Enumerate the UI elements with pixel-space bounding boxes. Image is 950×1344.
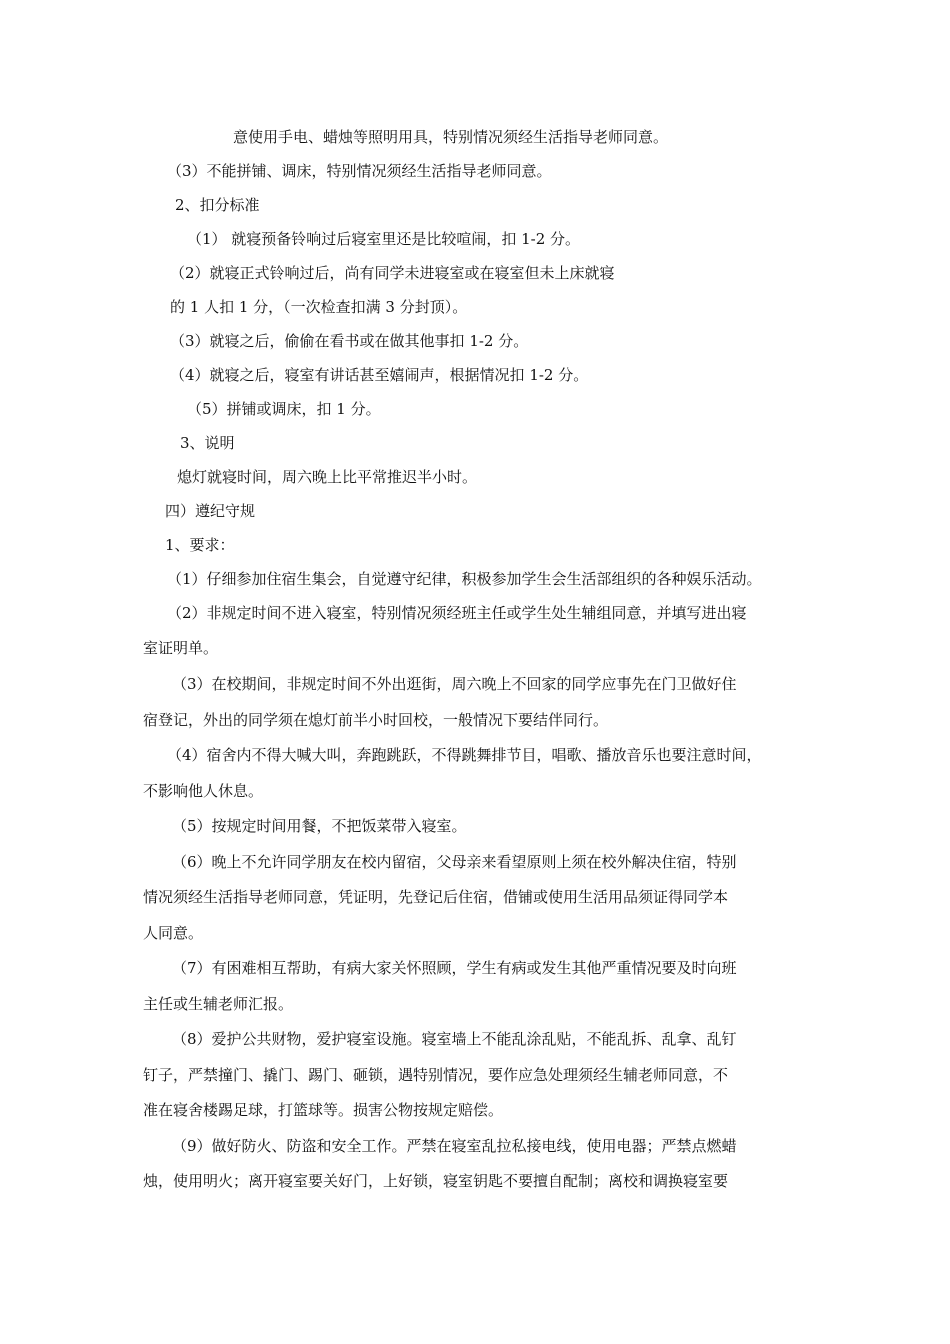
text-line: （3）在校期间，非规定时间不外出逛街，周六晚上不回家的同学应事先在门卫做好住: [172, 675, 737, 693]
text-line: （3）就寝之后，偷偷在看书或在做其他事扣 1-2 分。: [170, 332, 529, 350]
text-line: 意使用手电、蜡烛等照明用具，特别情况须经生活指导老师同意。: [233, 128, 669, 146]
section-heading: 2、扣分标准: [175, 196, 260, 214]
text-line: 情况须经生活指导老师同意，凭证明，先登记后住宿，借铺或使用生活用品须证得同学本: [143, 888, 729, 906]
text-line: （5）按规定时间用餐，不把饭菜带入寝室。: [172, 817, 467, 835]
text-line: 钉子，严禁撞门、撬门、踢门、砸锁，遇特别情况，要作应急处理须经生辅老师同意，不: [143, 1066, 729, 1084]
text-line: （4）就寝之后，寝室有讲话甚至嬉闹声，根据情况扣 1-2 分。: [170, 366, 589, 384]
text-line: （2）非规定时间不进入寝室，特别情况须经班主任或学生处生辅组同意，并填写进出寝: [167, 604, 747, 622]
text-line: 的 1 人扣 1 分，（一次检查扣满 3 分封顶）。: [170, 298, 468, 316]
text-line: 主任或生辅老师汇报。: [143, 995, 294, 1013]
text-line: （8）爱护公共财物，爱护寝室设施。寝室墙上不能乱涂乱贴，不能乱拆、乱拿、乱钉: [172, 1030, 737, 1048]
text-line: （9）做好防火、防盗和安全工作。严禁在寝室乱拉私接电线，使用电器；严禁点燃蜡: [172, 1137, 737, 1155]
text-line: （1）仔细参加住宿生集会，自觉遵守纪律，积极参加学生会生活部组织的各种娱乐活动。: [167, 570, 762, 588]
text-line: 烛，使用明火；离开寝室要关好门，上好锁，寝室钥匙不要擅自配制；离校和调换寝室要: [143, 1172, 729, 1190]
text-line: （3）不能拼铺、调床，特别情况须经生活指导老师同意。: [167, 162, 552, 180]
text-line: 不影响他人休息。: [143, 782, 264, 800]
text-line: （5）拼铺或调床，扣 1 分。: [187, 400, 381, 418]
text-line: 室证明单。: [143, 639, 219, 657]
section-heading: 3、说明: [180, 434, 235, 452]
text-line: 宿登记，外出的同学须在熄灯前半小时回校，一般情况下要结伴同行。: [143, 711, 609, 729]
text-line: （2）就寝正式铃响过后，尚有同学未进寝室或在寝室但未上床就寝: [170, 264, 615, 282]
text-line: （4）宿舍内不得大喊大叫，奔跑跳跃，不得跳舞排节目，唱歌、播放音乐也要注意时间，: [167, 746, 762, 764]
section-heading: 1、要求：: [165, 536, 235, 554]
text-line: 人同意。: [143, 924, 204, 942]
text-line: （7）有困难相互帮助，有病大家关怀照顾，学生有病或发生其他严重情况要及时向班: [172, 959, 737, 977]
section-heading: 四）遵纪守规: [165, 502, 256, 520]
text-line: （1） 就寝预备铃响过后寝室里还是比较喧闹，扣 1-2 分。: [187, 230, 581, 248]
text-line: 准在寝舍楼踢足球，打篮球等。损害公物按规定赔偿。: [143, 1101, 504, 1119]
text-line: 熄灯就寝时间，周六晚上比平常推迟半小时。: [177, 468, 478, 486]
text-line: （6）晚上不允许同学朋友在校内留宿，父母亲来看望原则上须在校外解决住宿，特别: [172, 853, 737, 871]
